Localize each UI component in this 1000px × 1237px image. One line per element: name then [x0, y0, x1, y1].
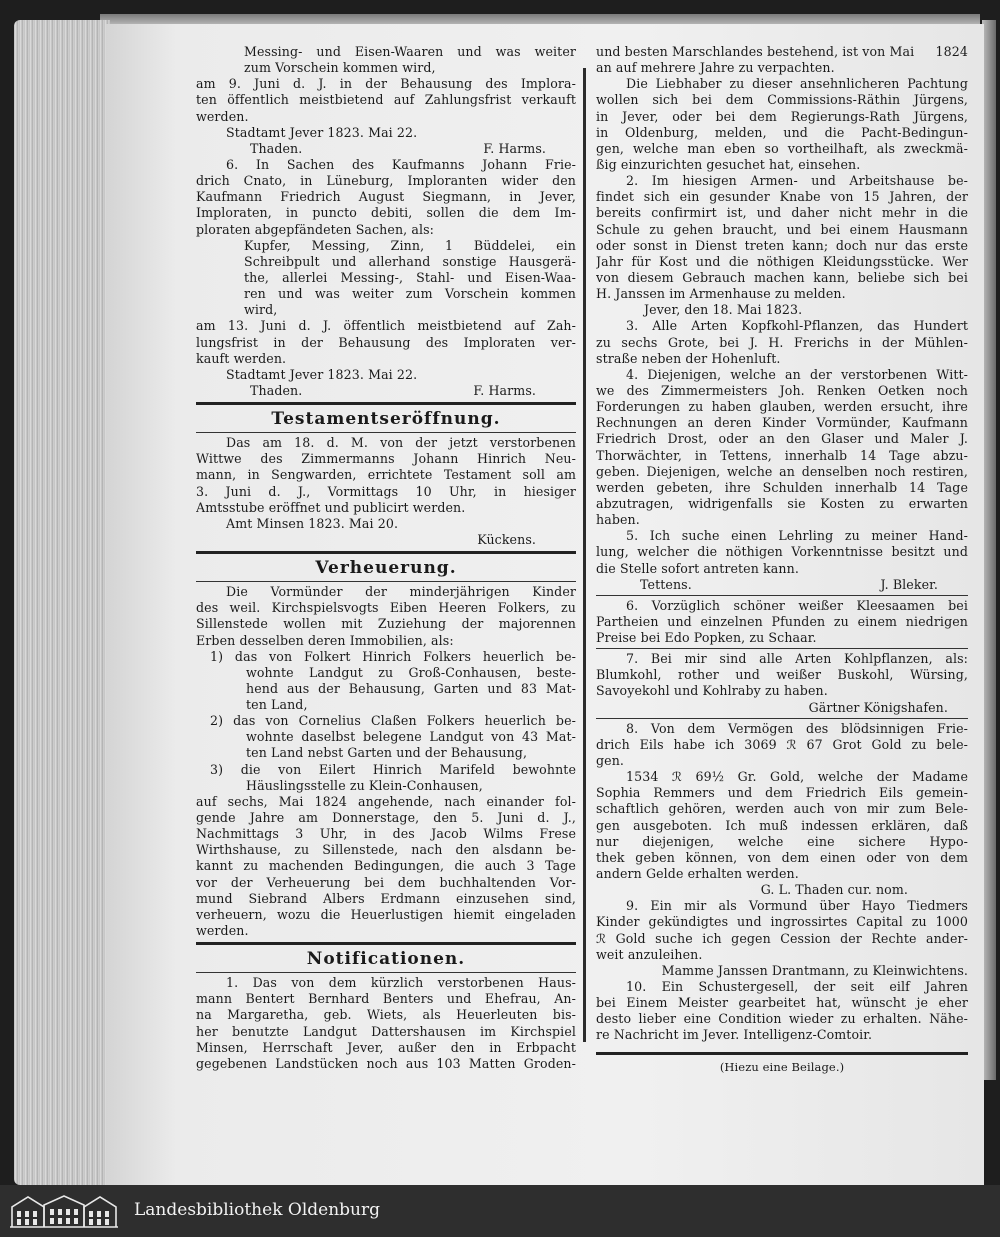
- end-rule: [596, 1052, 968, 1055]
- text-line: 1. Das von dem kürzlich verstorbenen Haus-: [226, 975, 576, 991]
- text-line: Blumkohl, rother und weißer Buskohl, Würsing,: [596, 667, 968, 683]
- text-line: Sillenstede wollen mit Zuziehung der majorennen: [196, 616, 576, 632]
- text-line: 6. In Sachen des Kaufmanns Johann Frie-: [226, 156, 576, 172]
- text-line: oder sonst in Dienst treten kann; doch nur das erste: [596, 237, 968, 253]
- text-line: die Stelle sofort antreten kann.: [596, 560, 799, 576]
- place-date: Stadtamt Jever 1823. Mai 22.: [226, 366, 418, 382]
- text-line: wohnte Landgut zu Groß-Conhausen, beste-: [246, 664, 576, 680]
- text-line: zu sechs Grote, bei J. H. Frerichs in der Mühlen-: [596, 334, 968, 350]
- text-line: 1534 ℛ 69½ Gr. Gold, welche der Madame: [626, 769, 968, 785]
- text-line: the, allerlei Messing-, Stahl- und Eisen-Waa-: [244, 269, 576, 285]
- signature-line: [596, 700, 968, 716]
- text-line: in Jever, oder bei dem Regierungs-Rath Jürgens,: [596, 108, 968, 124]
- text-line: her benutzte Landgut Dattershausen im Kirchspiel: [196, 1023, 576, 1039]
- text-line: weit anzuleihen.: [596, 946, 703, 962]
- text-line: Amtsstube eröffnet und publicirt werden.: [196, 499, 466, 515]
- text-line: ten Land nebst Garten und der Behausung,: [246, 745, 528, 761]
- signature-line: [196, 532, 576, 548]
- text-line: Häuslingsstelle zu Klein-Conhausen,: [246, 777, 483, 793]
- text-line: Nachmittags 3 Uhr, in des Jacob Wilms Frese: [196, 826, 576, 842]
- section-heading: Verheuerung.: [315, 558, 457, 579]
- text-line: 5. Ich suche einen Lehrling zu meiner Hand-: [626, 528, 968, 544]
- signature: Gärtner Königshafen.: [808, 699, 948, 715]
- text-line: na Margaretha, geb. Wiets, als Heuerleuten bis-: [196, 1007, 576, 1023]
- signature: G. L. Thaden cur. nom.: [760, 882, 908, 898]
- text-line: bei Einem Meister gearbeitet hat, wünscht je eher: [596, 995, 968, 1011]
- text-line: Imploraten, in puncto debiti, sollen die dem Im-: [196, 205, 576, 221]
- text-line: thek geben können, von dem einen oder von dem: [596, 849, 968, 865]
- text-line-start: und besten Marschlandes bestehend, ist von Mai: [596, 44, 915, 59]
- text-line: gen, welche man eben so vortheilhaft, als zweckmä-: [596, 140, 968, 156]
- text-line: gen ausgeboten. Ich muß indessen erklären, daß: [596, 817, 968, 833]
- notice-rule: [596, 595, 968, 596]
- text-line: Kinder gekündigtes und ingrossirtes Capital zu 1000: [596, 914, 968, 930]
- heading-rule: [196, 581, 576, 582]
- text-line: 6. Vorzüglich schöner weißer Kleesaamen bei: [626, 597, 968, 613]
- section-rule: [196, 551, 576, 554]
- text-line: 2) das von Cornelius Claßen Folkers heuerlich be-: [210, 713, 576, 729]
- text-line: Kupfer, Messing, Zinn, 1 Büddelei, ein: [244, 237, 576, 253]
- text-line: H. Janssen im Armenhause zu melden.: [596, 286, 846, 302]
- text-line: Wittwe des Zimmermanns Johann Hinrich Neu-: [196, 451, 576, 467]
- text-line: werden.: [196, 923, 249, 939]
- text-line: bereits confirmirt ist, und daher nicht mehr in die: [596, 205, 968, 221]
- text-line: wird,: [244, 302, 278, 318]
- text-line: schaftlich gehören, werden auch von mir zum Bele-: [596, 801, 968, 817]
- heading-rule: [196, 432, 576, 433]
- text-line: Wirthshause, zu Sillenstede, nach den alsdann be-: [196, 842, 576, 858]
- text-line: gen.: [596, 753, 625, 769]
- text-line: am 9. Juni d. J. in der Behausung des Implora-: [196, 76, 576, 92]
- text-line: kannt zu machenden Bedingungen, die auch 3 Tage: [196, 858, 576, 874]
- text-line: Minsen, Herrschaft Jever, außer den in Erbpacht: [196, 1039, 576, 1055]
- text-line: lung, welcher die nöthigen Vorkenntnisse besitzt und: [596, 544, 968, 560]
- column-divider: [583, 68, 586, 1042]
- text-line: straße neben der Hohenluft.: [596, 350, 781, 366]
- text-line: 8. Von dem Vermögen des blödsinnigen Frie-: [626, 720, 968, 736]
- text-line: vor der Verheuerung bei dem buchhaltenden Vor-: [196, 874, 576, 890]
- text-line: gende Jahre am Donnerstage, den 5. Juni d. J.,: [196, 810, 576, 826]
- text-line: ℛ Gold suche ich gegen Cession der Rechte ander-: [596, 930, 968, 946]
- text-line: auf sechs, Mai 1824 angehende, nach einander fol-: [196, 793, 576, 809]
- text-line: lungsfrist in der Behausung des Imploraten ver-: [196, 334, 576, 350]
- text-line: verheuern, wozu die Heuerlustigen hiemit eingeladen: [196, 906, 576, 922]
- place-date: Jever, den 18. Mai 1823.: [644, 302, 803, 318]
- text-line: haben.: [596, 512, 640, 528]
- text-line: werden gebeten, ihre Schulden innerhalb 14 Tage: [596, 479, 968, 495]
- library-footer-bar: [0, 1185, 1000, 1237]
- text-line: Sophia Remmers und dem Friedrich Eils gemein-: [596, 785, 968, 801]
- text-line: 2. Im hiesigen Armen- und Arbeitshause be-: [626, 173, 968, 189]
- text-line: re Nachricht im Jever. Intelligenz-Comtoir.: [596, 1027, 873, 1043]
- text-line: mann Bentert Bernhard Benters und Ehefrau, An-: [196, 991, 576, 1007]
- text-line: werden.: [196, 108, 249, 124]
- signature: Kückens.: [477, 531, 536, 547]
- text-line: 10. Ein Schustergesell, der seit eilf Jahren: [626, 979, 968, 995]
- signature-left: Thaden.: [250, 140, 303, 156]
- signature-line: [596, 963, 968, 979]
- text-line: Kaufmann Friedrich August Siegmann, in Jever,: [196, 189, 576, 205]
- signature-right: F. Harms.: [483, 140, 546, 156]
- text-line: 3. Juni d. J., Vormittags 10 Uhr, in hiesiger: [196, 483, 576, 499]
- left-column: [196, 44, 576, 1072]
- text-line: wohnte daselbst belegene Landgut von 43 Mat-: [246, 729, 576, 745]
- text-line: we des Zimmermeisters Joh. Renken Oetken noch: [596, 382, 968, 398]
- text-line: Schreibpult und allerhand sonstige Hausgerä-: [244, 253, 576, 269]
- text-line: zum Vorschein kommen wird,: [244, 60, 436, 76]
- text-line: ren und was weiter zum Vorschein kommen: [244, 286, 576, 302]
- text-line: geben. Diejenigen, welche an denselben noch restiren,: [596, 463, 968, 479]
- text-line: ten öffentlich meistbietend auf Zahlungsfrist verkauft: [196, 92, 576, 108]
- text-line: Thorwächter, in Tettens, innerhalb 14 Tage abzu-: [596, 447, 968, 463]
- text-line: Preise bei Edo Popken, zu Schaar.: [596, 630, 817, 646]
- library-name: Landesbibliothek Oldenburg: [134, 1200, 381, 1220]
- text-line: ten Land,: [246, 697, 308, 713]
- text-line: ploraten abgepfändeten Sachen, als:: [196, 221, 435, 237]
- heading-rule: [196, 972, 576, 973]
- text-line: Die Vormünder der minderjährigen Kinder: [226, 584, 576, 600]
- text-line: des weil. Kirchspielsvogts Eiben Heeren Folkers, zu: [196, 600, 576, 616]
- text-line: Partheien und einzelnen Pfunden zu einem niedrigen: [596, 613, 968, 629]
- text-line: hend aus der Behausung, Garten und 83 Mat-: [246, 680, 576, 696]
- right-column: [596, 44, 968, 1075]
- text-line: drich Cnato, in Lüneburg, Imploranten wider den: [196, 173, 576, 189]
- text-line: 4. Diejenigen, welche an der verstorbenen Witt-: [626, 366, 968, 382]
- text-line: andern Gelde erhalten werden.: [596, 866, 799, 882]
- signature-line: [596, 882, 968, 898]
- text-line: Messing- und Eisen-Waaren und was weiter: [244, 44, 576, 59]
- signature-right: J. Bleker.: [880, 576, 938, 592]
- text-line: findet sich ein gesunder Knabe von 15 Jahren, der: [596, 189, 968, 205]
- text-line: Die Liebhaber zu dieser ansehnlicheren Pachtung: [626, 76, 968, 92]
- place-date: Amt Minsen 1823. Mai 20.: [226, 515, 399, 531]
- text-line: Jahr für Kost und die nöthigen Kleidungsstücke. Wer: [596, 253, 968, 269]
- text-line: in Oldenburg, melden, und die Pacht-Bedingun-: [596, 124, 968, 140]
- notice-rule: [596, 648, 968, 649]
- page-number: 1824: [935, 44, 968, 59]
- signature-line: [596, 577, 968, 593]
- text-line: 9. Ein mir als Vormund über Hayo Tiedmers: [626, 898, 968, 914]
- text-line: mann, in Sengwarden, errichtete Testament soll am: [196, 467, 576, 483]
- text-line: Rechnungen an deren Kinder Vormünder, Kaufmann: [596, 415, 968, 431]
- place-date: Stadtamt Jever 1823. Mai 22.: [226, 124, 418, 140]
- book-page-edges: [14, 20, 110, 1185]
- supplement-note: (Hiezu eine Beilage.): [719, 1059, 845, 1074]
- signature-left: Tettens.: [640, 576, 692, 592]
- signature-left: Thaden.: [250, 382, 303, 398]
- text-line: 3) die von Eilert Hinrich Marifeld bewohnte: [210, 761, 576, 777]
- text-line: am 13. Juni d. J. öffentlich meistbietend auf Zah-: [196, 318, 576, 334]
- text-line: kauft werden.: [196, 350, 287, 366]
- text-line: wollen sich bei dem Commissions-Räthin Jürgens,: [596, 92, 968, 108]
- library-building-logo: [8, 1193, 120, 1231]
- text-line: Forderungen zu haben glauben, werden ersucht, ihre: [596, 399, 968, 415]
- text-line: von diesem Gebrauch machen kann, beliebe sich bei: [596, 269, 968, 285]
- text-line: Das am 18. d. M. von der jetzt verstorbenen: [226, 435, 576, 451]
- text-line: an auf mehrere Jahre zu verpachten.: [596, 60, 835, 76]
- text-line: abzutragen, widrigenfalls sie Kosten zu erwarten: [596, 495, 968, 511]
- text-line: 3. Alle Arten Kopfkohl-Pflanzen, das Hundert: [626, 318, 968, 334]
- text-line: ßig einzurichten gesuchet hat, einsehen.: [596, 156, 861, 172]
- text-line: Erben desselben deren Immobilien, als:: [196, 632, 454, 648]
- signature-line: [196, 383, 576, 399]
- text-line: nur diejenigen, welche eine sichere Hypo-: [596, 833, 968, 849]
- signature-right: F. Harms.: [473, 382, 536, 398]
- section-heading: Notificationen.: [306, 949, 466, 970]
- notice-rule: [596, 718, 968, 719]
- text-line: Friedrich Drost, oder an den Glaser und Maler J.: [596, 431, 968, 447]
- text-line: [596, 44, 968, 60]
- text-line: mund Siebrand Albers Erdmann einzusehen sind,: [196, 890, 576, 906]
- text-line: 7. Bei mir sind alle Arten Kohlpflanzen, als:: [626, 651, 968, 667]
- text-line: gegebenen Landstücken noch aus 103 Matten Groden-: [196, 1055, 576, 1071]
- signature-line: [196, 141, 576, 157]
- text-line: Savoyekohl und Kohlraby zu haben.: [596, 683, 828, 699]
- section-rule: [196, 942, 576, 945]
- text-line: 1) das von Folkert Hinrich Folkers heuerlich be-: [210, 648, 576, 664]
- signature: Mamme Janssen Drantmann, zu Kleinwichtens.: [661, 962, 968, 978]
- text-line: desto lieber eine Condition wieder zu erhalten. Nähe-: [596, 1011, 968, 1027]
- section-heading: Testamentseröffnung.: [271, 409, 501, 430]
- section-rule: [196, 402, 576, 405]
- text-line: Schule zu gehen braucht, und bei einem Hausmann: [596, 221, 968, 237]
- text-line: drich Eils habe ich 3069 ℛ 67 Grot Gold zu bele-: [596, 736, 968, 752]
- book-right-edge: [982, 20, 996, 1080]
